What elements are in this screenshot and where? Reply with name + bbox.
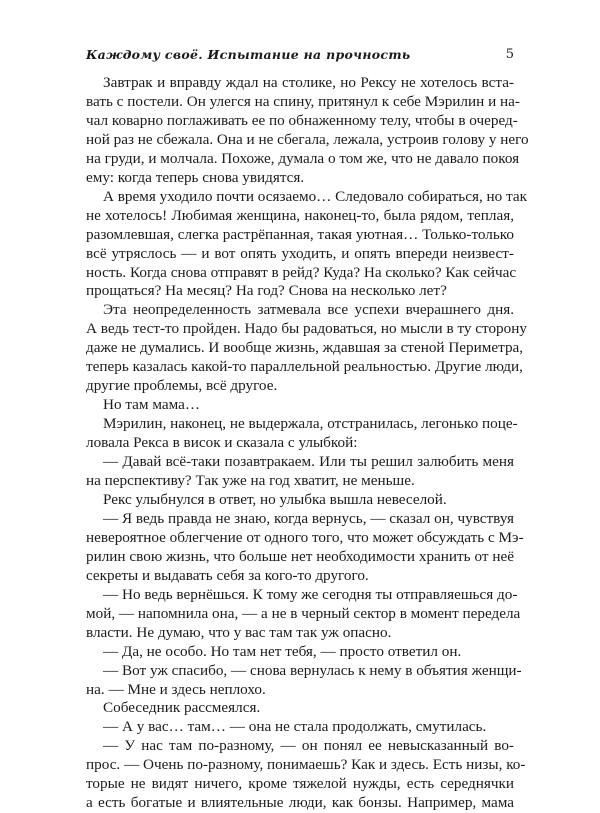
text-line: А время уходило почти осязаемо… Следовало собираться, но так: [103, 187, 528, 205]
text-line: даже не думались. И вообще жизнь, ждавшая за стеной Периметра,: [86, 339, 524, 357]
text-line: торые не видят ничего, кроме тяжелой нужды, есть середнячки: [86, 775, 514, 793]
text-line: мой, — напомнила она, — а не в черный сектор в момент передела: [86, 604, 521, 622]
text-line: ность. Когда снова отправят в рейд? Куда? На сколько? Как сейчас: [86, 263, 517, 281]
text-line: другие проблемы, всё другое.: [86, 377, 278, 395]
text-line: разомлевшая, слегка растрёпанная, такая уютная… Только-только: [86, 225, 514, 243]
text-line: Собеседник рассмеялся.: [103, 699, 261, 717]
text-line: ему: когда теперь снова увидятся.: [86, 168, 305, 186]
text-line: Завтрак и вправду ждал на столике, но Рексу не хотелось вста-: [103, 74, 514, 91]
body-text: [86, 74, 529, 813]
text-line: прощаться? На месяц? На год? Снова на несколько лет?: [86, 282, 447, 300]
text-line: а есть богатые и влиятельные люди, как бонзы. Например, мама: [86, 794, 514, 812]
text-line: теперь казалась какой-то параллельной реальностью. Другие люди,: [86, 358, 523, 376]
text-line: на груди, и молчала. Похоже, думала о том же, что не давало покоя: [86, 149, 520, 167]
text-line: — Но ведь вернёшься. К тому же сегодня ты отправляешься до-: [103, 585, 518, 603]
text-line: рилин свою жизнь, что больше нет необходимости хранить от неё: [86, 547, 514, 565]
running-title: Каждому своё. Испытание на прочность: [86, 47, 411, 62]
text-line: ной раз не сбежала. Она и не сбегала, лежала, устроив голову у него: [86, 130, 529, 148]
text-line: — Давай всё-таки позавтракаем. Или ты решил залюбить меня: [103, 453, 514, 471]
text-line: чал коварно поглаживать ее по обнаженному телу, чтобы в очеред-: [86, 111, 518, 129]
text-line: Но там мама…: [103, 396, 201, 414]
text-line: всё утряслось — и вот опять уходить, и опять впереди неизвест-: [86, 244, 514, 262]
text-line: Мэрилин, наконец, не выдержала, отстранилась, легонько поце-: [103, 415, 518, 433]
text-line: Эта неопределенность затмевала все успехи вчерашнего дня.: [103, 301, 514, 319]
text-line: вать с постели. Он улегся на спину, притянул к себе Мэрилин и на-: [86, 92, 520, 110]
text-line: не хотелось! Любимая женщина, наконец-то, была рядом, теплая,: [86, 206, 514, 224]
text-line: — Я ведь правда не знаю, когда вернусь, — сказал он, чувствуя: [103, 509, 515, 527]
text-line: власти. Не думаю, что у вас там так уж опасно.: [86, 623, 392, 641]
text-line: Рекс улыбнулся в ответ, но улыбка вышла невеселой.: [103, 490, 447, 508]
text-line: — А у вас… там… — она не стала продолжать, смутилась.: [103, 718, 487, 736]
text-line: на. — Мне и здесь неплохо.: [86, 680, 266, 698]
text-line: секреты и выдавать себя за кого-то другого.: [86, 566, 369, 584]
text-line: — У нас там по-разному, — он понял ее невысказанный во-: [103, 737, 514, 755]
text-line: — Вот уж спасибо, — снова вернулась к нему в объятия женщи-: [103, 661, 522, 679]
text-line: прос. — Очень по-разному, понимаешь? Как и здесь. Есть низы, ко-: [86, 756, 526, 774]
text-line: невероятное облегчение от одного того, что может обсуждать с Мэ-: [86, 528, 524, 546]
text-line: А ведь тест-то пройден. Надо бы радоваться, но мысли в ту сторону: [86, 320, 527, 338]
text-line: ловала Рекса в висок и сказала с улыбкой:: [86, 434, 358, 452]
text-line: на перспективу? Так уже на год хватит, не меньше.: [86, 472, 415, 490]
text-line: — Да, не особо. Но там нет тебя, — просто ответил он.: [103, 642, 462, 660]
page-number: 5: [505, 47, 514, 62]
